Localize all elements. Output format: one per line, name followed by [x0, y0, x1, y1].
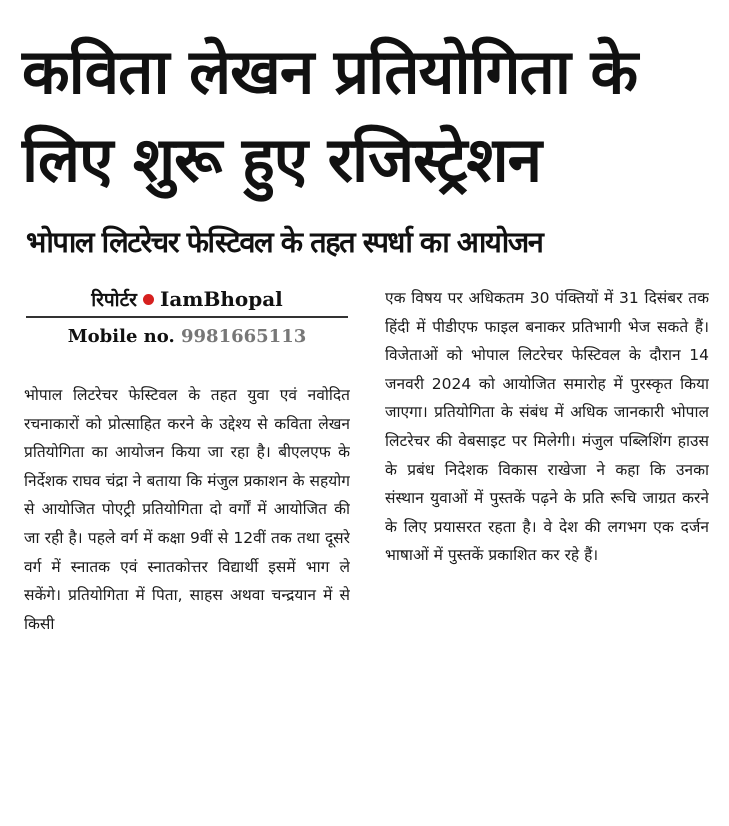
mobile-number: 9981665113	[181, 326, 307, 347]
article-body-left-column: भोपाल लिटरेचर फेस्टिवल के तहत युवा एवं नवोदित रचनाकारों को प्रोत्साहित करने के उद्देश्य से कविता लेखन प्रतियोगिता का आयोजन किया जा रहा है। बीएलएफ के निर्देशक राघव चंद्रा ने बताया कि मंजुल प्रकाशन के सहयोग से आयोजित पोएट्री प्रतियोगिता दो वर्गों में आयोजित की जा रही है। पहले वर्ग में कक्षा 9वीं से 12वीं तक तथा दूसरे वर्ग में स्नातक एवं स्नातकोत्तर विद्यार्थी इसमें भाग ले सकेंगे। प्रतियोगिता में पिता, साहस अथवा चन्द्रयान में से किसी	[24, 386, 350, 633]
headline	[22, 28, 712, 204]
bullet-dot-icon	[143, 294, 154, 305]
byline-divider	[26, 316, 348, 318]
headline-line-2: लिए शुरू हुए रजिस्ट्रेशन	[22, 123, 542, 196]
reporter-name: IamBhopal	[159, 287, 283, 311]
mobile-label: Mobile no.	[67, 326, 175, 347]
article-body-right-column: एक विषय पर अधिकतम 30 पंक्तियों में 31 दिसंबर तक हिंदी में पीडीएफ फाइल बनाकर प्रतिभागी भेज सकते हैं। विजेताओं को भोपाल लिटरेचर फेस्टिवल के दौरान 14 जनवरी 2024 को आयोजित समारोह में पुरस्कृत किया जाएगा। प्रतियोगिता के संबंध में अधिक जानकारी भोपाल लिटरेचर की वेबसाइट पर मिलेगी। मंजुल पब्लिशिंग हाउस के प्रबंध निदेशक विकास राखेजा ने कहा कि उनका संस्थान युवाओं में पुस्तकें पढ़ने के प्रति रूचि जाग्रत करने के लिए प्रयासरत रहता है। वे देश की लगभग एक दर्जन भाषाओं में पुस्तकें प्रकाशित कर रहे हैं।	[385, 289, 709, 565]
byline	[26, 285, 348, 347]
headline-line-1: कविता लेखन प्रतियोगिता के	[22, 35, 638, 108]
reporter-label: रिपोर्टर	[91, 289, 137, 311]
reporter-line	[26, 285, 348, 313]
mobile-line	[26, 326, 348, 347]
subheadline: भोपाल लिटरेचर फेस्टिवल के तहत स्पर्धा का आयोजन	[26, 225, 543, 259]
